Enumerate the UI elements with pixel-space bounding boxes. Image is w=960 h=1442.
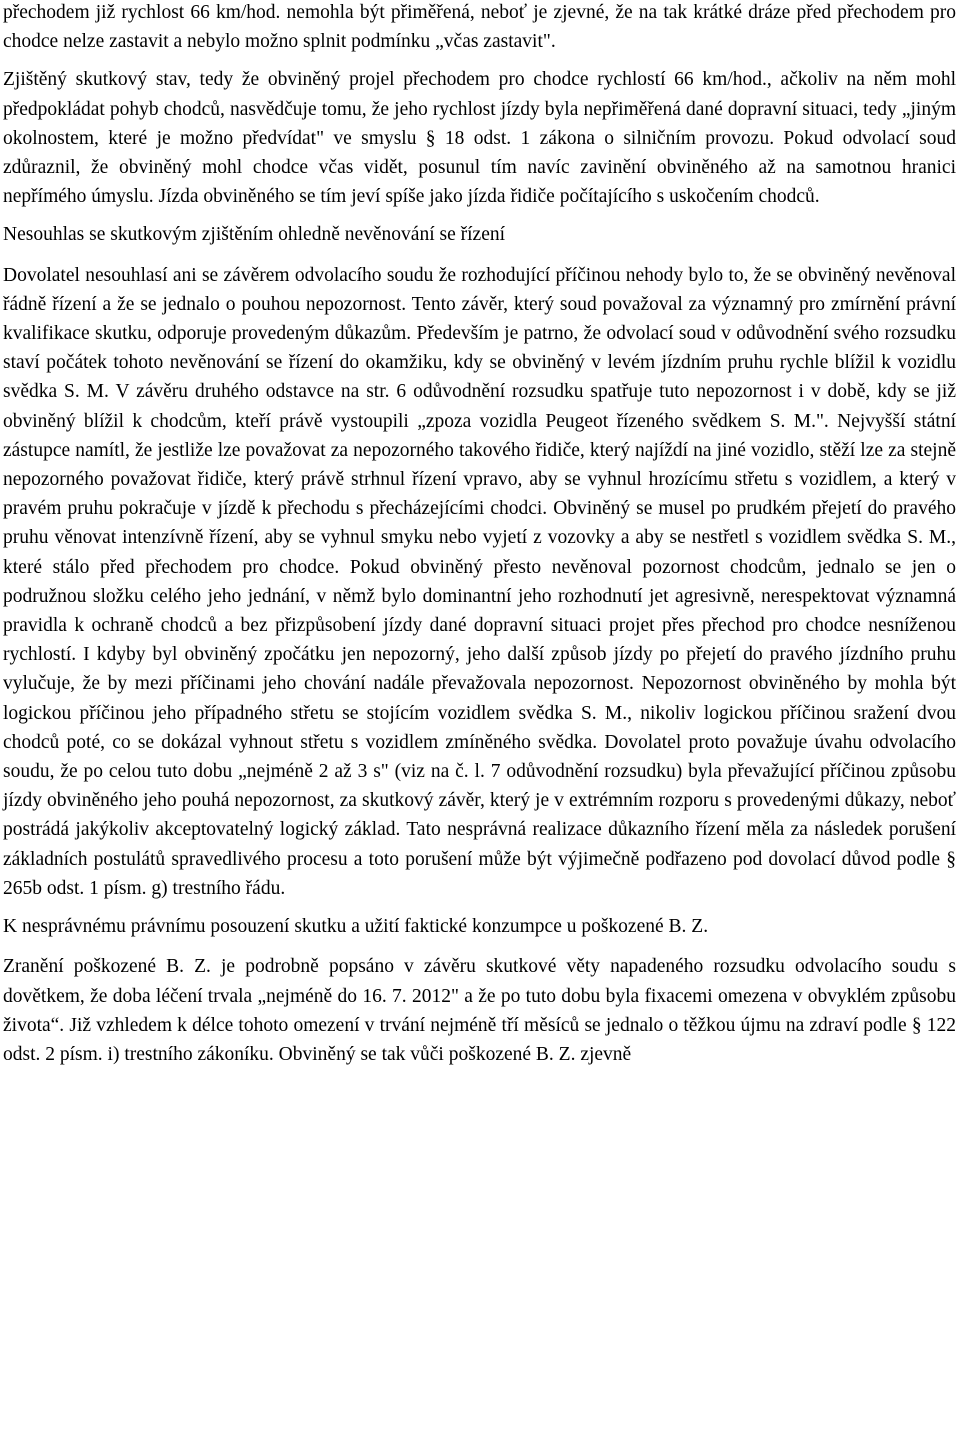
paragraph-zraneni: Zranění poškozené B. Z. je podrobně popsáno v závěru skutkové věty napadeného rozsudku odvolacího soudu s dovětkem, že doba léčení trvala „nejméně do 16. 7. 2012" a že po tuto dobu byla fixacemi omezena v obvyklém způsobu života“. Již vzhledem k délce tohoto omezení v trvání nejméně tří měsíců se jednalo o těžkou újmu na zdraví podle § 122 odst. 2 písm. i) trestního zákoníku. Obviněný se tak vůči poškozené B. Z. zjevně: [3, 956, 956, 1065]
section-heading-nespravne-posouzeni: K nesprávnému právnímu posouzení skutku a užití faktické konzumpce u poškozené B. Z.: [3, 916, 709, 938]
document-page: [3, 0, 956, 1078]
paragraph-zjisteny-stav: Zjištěný skutkový stav, tedy že obviněný projel přechodem pro chodce rychlostí 66 km/hod., ačkoliv na něm mohl předpokládat pohyb chodců, nasvědčuje tomu, že jeho rychlost jízdy byla nepřiměřená dané dopravní situaci, tedy „jiným okolnostem, které je možno předvídat" ve smyslu § 18 odst. 1 zákona o silničním provozu. Pokud odvolací soud zdůraznil, že obviněný mohl chodce včas vidět, posunul tím navíc zavinění obviněného až na samotnou hranici nepřímého úmyslu. Jízda obviněného se tím jeví spíše jako jízda řidiče počítajícího s uskočením chodců.: [3, 69, 956, 208]
paragraph-continuation: přechodem již rychlost 66 km/hod. nemohla být přiměřená, neboť je zjevné, že na tak krátké dráze před přechodem pro chodce nelze zastavit a nebylo možno splnit podmínku „včas zastavit".: [3, 2, 956, 53]
paragraph-dovolatel: Dovolatel nesouhlasí ani se závěrem odvolacího soudu že rozhodující příčinou nehody bylo to, že se obviněný nevěnoval řádně řízení a že se jednalo o pouhou nepozornost. Tento závěr, který soud považoval za významný pro zmírnění právní kvalifikace skutku, odporuje provedeným důkazům. Především je patrno, že odvolací soud v odůvodnění svého rozsudku staví počátek tohoto nevěnování se řízení do okamžiku, kdy se obviněný v levém jízdním pruhu rychle blížil k vozidlu svědka S. M. V závěru druhého odstavce na str. 6 odůvodnění rozsudku spatřuje tuto nepozornost i v době, kdy se již obviněný blížil k chodcům, kteří právě vystoupili „zpoza vozidla Peugeot řízeného svědkem S. M.". Nejvyšší státní zástupce namítl, že jestliže lze považovat za nepozorného takového řidiče, který najíždí na jiné vozidlo, stěží lze za stejně nepozorného považovat řidiče, který právě strhnul řízení vpravo, aby se vyhnul hrozícímu střetu s vozidlem, a který v pravém pruhu pokračuje v jízdě k přechodu s přecházejícími chodci. Obviněný se musel po prudkém přejetí do pravého pruhu věnovat intenzívně řízení, aby se vyhnul smyku nebo vyjetí z vozovky a aby se nestřetl s vozidlem svědka S. M., které stálo před přechodem pro chodce. Pokud obviněný přesto nevěnoval pozornost chodcům, jednalo se jen o podružnou složku celého jeho jednání, v němž bylo dominantní jeho rozhodnutí jet agresivně, nerespektovat významná pravidla k ochraně chodců a bez přizpůsobení jízdy dané dopravní situaci projet přes přechod pro chodce nesníženou rychlostí. I kdyby byl obviněný zpočátku jen nepozorný, jeho další způsob jízdy po přejetí do pravého jízdního pruhu vylučuje, že by mezi příčinami jeho chování nadále převažovala nepozornost. Nepozornost obviněného by mohla být logickou příčinou jeho případného střetu se stojícím vozidlem svědka S. M., nikoliv logickou příčinou sražení dvou chodců poté, co se dokázal vyhnout střetu s vozidlem zmíněného svědka. Dovolatel proto považuje úvahu odvolacího soudu, že po celou tuto dobu „nejméně 2 až 3 s" (viz na č. l. 7 odůvodnění rozsudku) byla převažující příčinou způsobu jízdy obviněného jeho pouhá nepozornost, za skutkový závěr, který je v extrémním rozporu s provedenými důkazy, neboť postrádá jakýkoliv akceptovatelný logický základ. Tato nesprávná realizace důkazního řízení měla za následek porušení základních postulátů spravedlivého procesu a toto porušení může být výjimečně podřazeno pod dovolací důvod podle § 265b odst. 1 písm. g) trestního řádu.: [3, 264, 956, 899]
section-heading-nesouhlas: Nesouhlas se skutkovým zjištěním ohledně nevěnování se řízení: [3, 224, 506, 246]
